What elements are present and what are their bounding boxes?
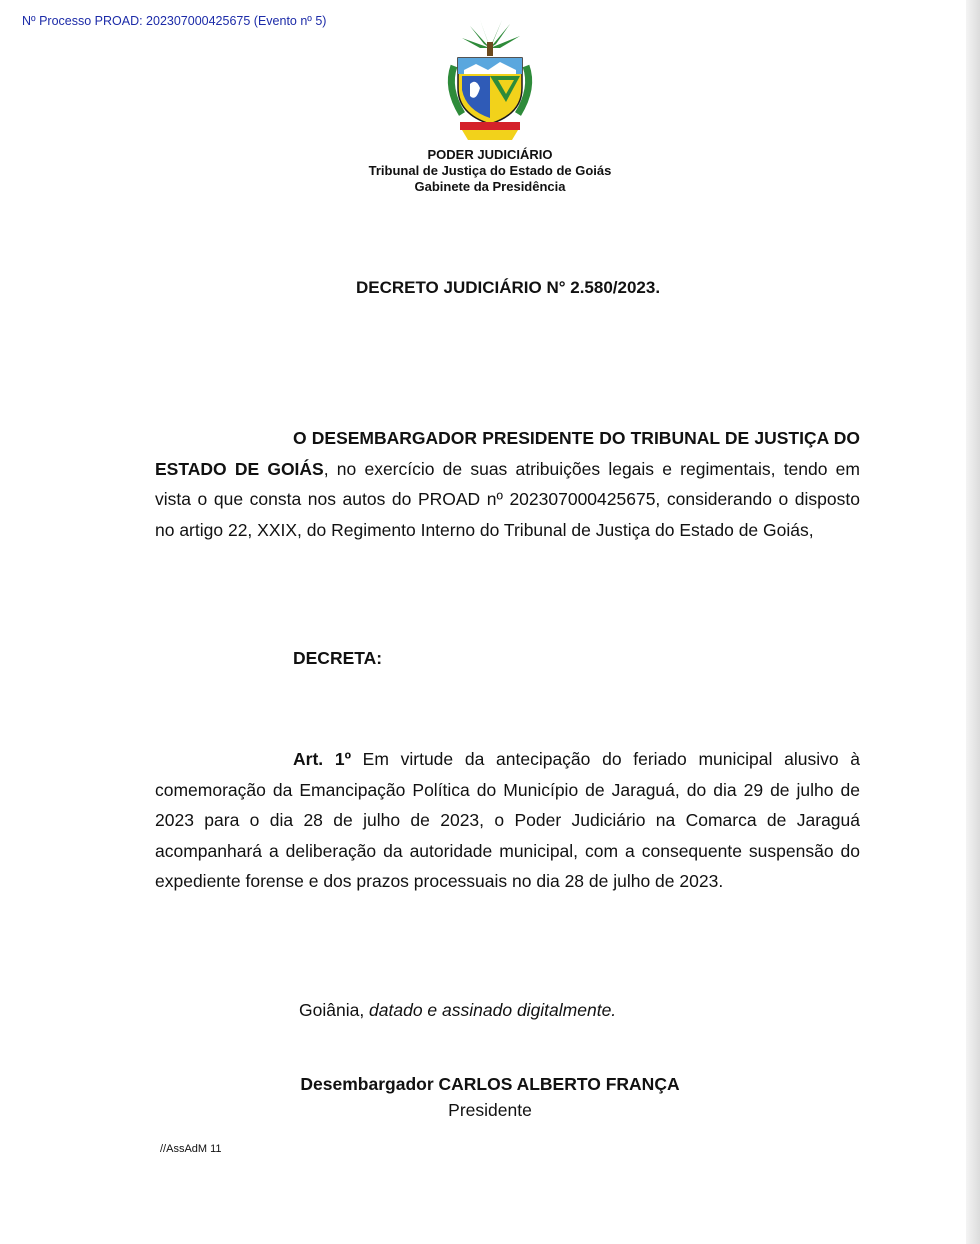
decree-title: DECRETO JUDICIÁRIO N° 2.580/2023.: [355, 278, 661, 297]
institution-header: [0, 147, 980, 195]
article-1-paragraph: [155, 744, 860, 897]
article-text: Em virtude da antecipação do feriado municipal alusivo à comemoração da Emancipação Política do Município de Jaraguá, do dia 29 de julho de 2023 para o dia 28 de julho de 2023, o Poder Judiciário na Comarca de Jaraguá acompanhará a deliberação da autoridade municipal, com a consequente suspensão do expediente forense e dos prazos processuais no dia 28 de julho de 2023.: [155, 749, 861, 891]
preamble-authority: O DESEMBARGADOR PRESIDENTE DO TRIBUNAL DE JUSTIÇA DO ESTADO DE GOIÁS: [155, 428, 860, 479]
decreta-heading: DECRETA:: [293, 648, 383, 668]
institution-line-2: Tribunal de Justiça do Estado de Goiás: [368, 163, 612, 178]
closing-place: Goiânia,: [299, 1000, 370, 1020]
closing-line: [299, 1000, 616, 1021]
article-label: Art. 1º: [293, 749, 351, 769]
closing-signature-note: datado e assinado digitalmente.: [369, 1000, 617, 1020]
preamble-paragraph: [155, 423, 860, 545]
footer-reference: //AssAdM 11: [160, 1143, 222, 1155]
preamble-text: , no exercício de suas atribuições legais e regimentais, tendo em vista o que consta nos autos do PROAD nº 202307000425675, considerando o disposto no artigo 22, XXIX, do Regimento Interno do Tribunal de Justiça do Estado de Goiás,: [155, 458, 860, 540]
coat-of-arms-icon: [440, 18, 540, 146]
process-stamp: Nº Processo PROAD: 202307000425675 (Evento nº 5): [22, 14, 327, 28]
signer-role: Presidente: [448, 1100, 532, 1120]
institution-line-3: Gabinete da Presidência: [414, 179, 566, 194]
signature-block: [0, 1071, 980, 1123]
institution-line-1: PODER JUDICIÁRIO: [427, 147, 553, 162]
signer-name: Desembargador CARLOS ALBERTO FRANÇA: [300, 1074, 680, 1094]
